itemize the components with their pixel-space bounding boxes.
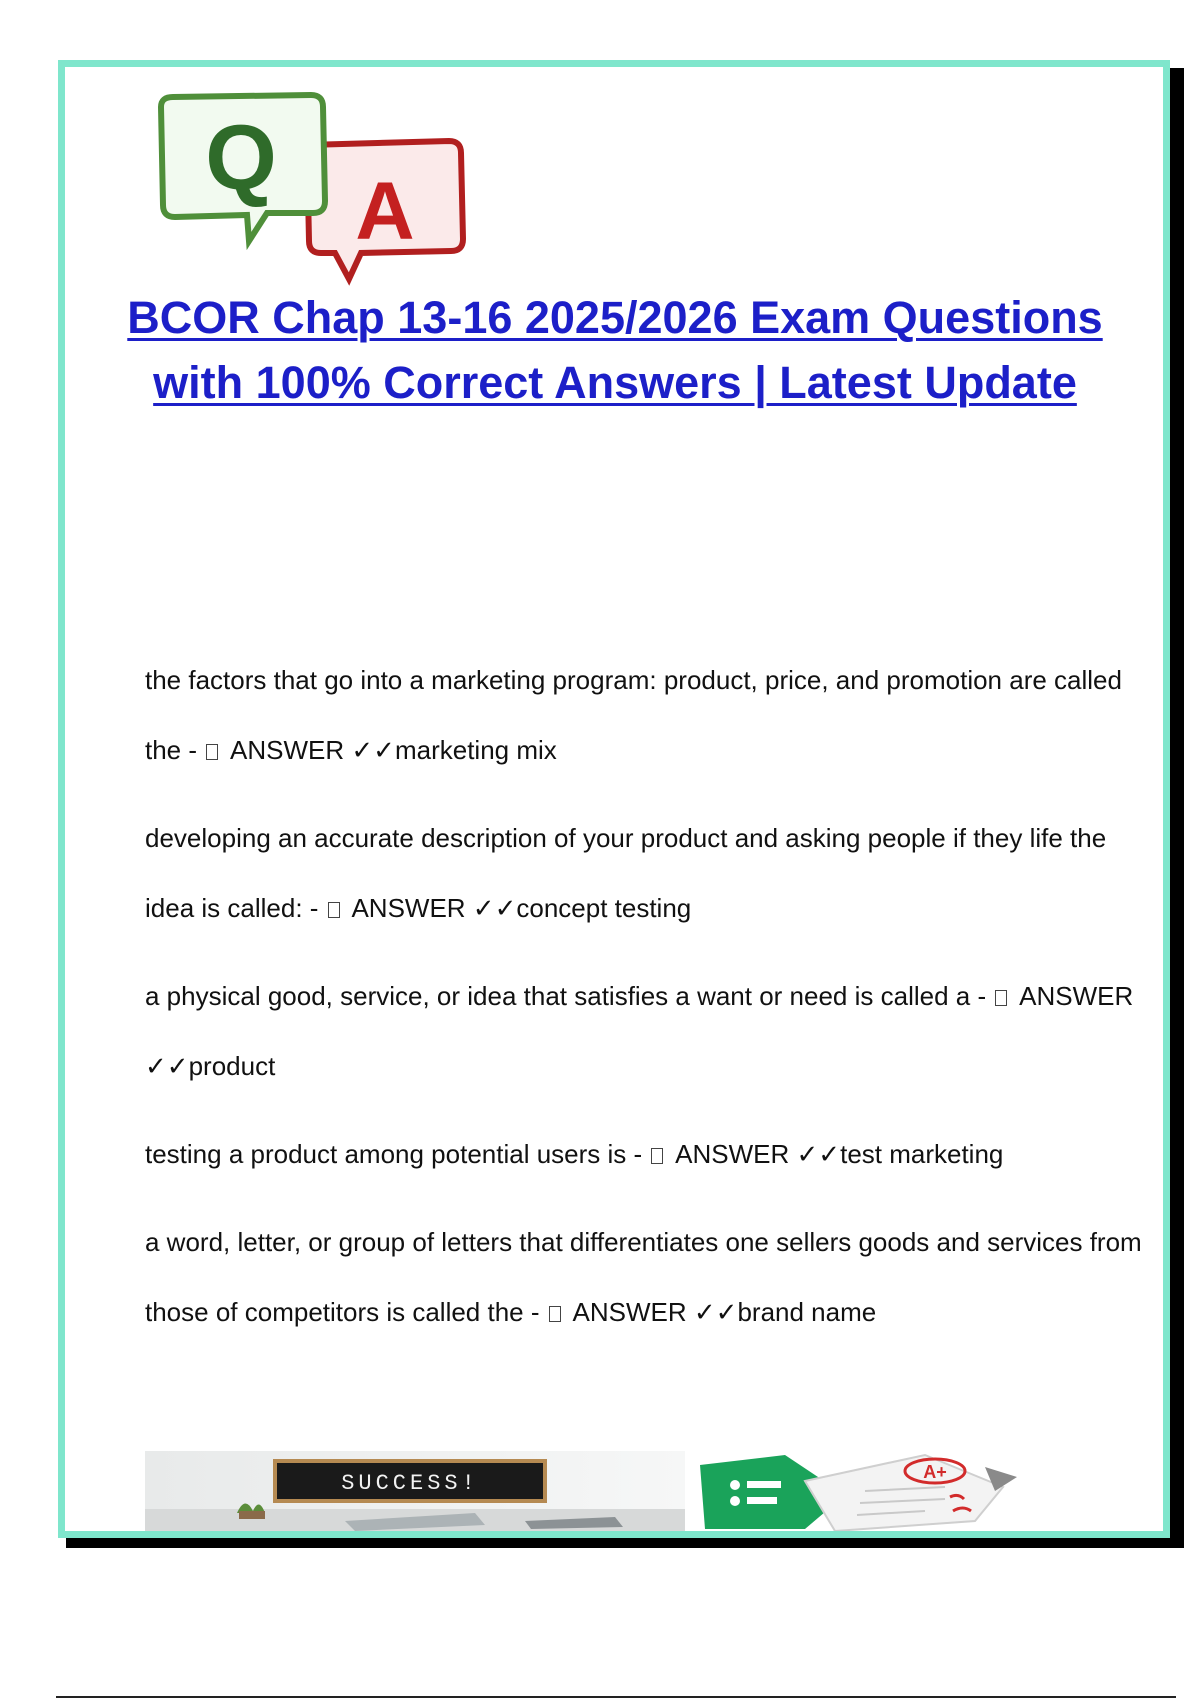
answer-prefix: ANSWER ✓✓	[345, 893, 517, 923]
answer-text: concept testing	[516, 893, 692, 923]
qa-item	[145, 803, 1145, 943]
answer-prefix: ANSWER ✓✓	[669, 1139, 841, 1169]
answer-bubble-icon	[307, 141, 463, 279]
footer-banner-image	[145, 1451, 1075, 1531]
graded-test-icon	[700, 1455, 1017, 1531]
answer-prefix: ANSWER ✓✓	[566, 1297, 738, 1327]
question-text: a physical good, service, or idea that satisfies a want or need is called a -	[145, 981, 994, 1011]
page-footer-rule	[56, 1696, 1176, 1698]
qa-item	[145, 645, 1145, 785]
qa-item	[145, 1119, 1145, 1189]
answer-prefix: ANSWER ✓✓	[224, 735, 395, 765]
answer-text: brand name	[737, 1297, 877, 1327]
answer-text: test marketing	[840, 1139, 1004, 1169]
qa-item	[145, 1207, 1145, 1347]
grade-badge-text: A+	[923, 1462, 947, 1482]
logo-letter-q: Q	[205, 107, 277, 209]
missing-glyph-icon	[328, 902, 340, 918]
answer-prefix: ANSWER ✓✓	[145, 981, 1134, 1081]
missing-glyph-icon	[206, 744, 218, 760]
missing-glyph-icon	[995, 990, 1007, 1006]
success-sign-text: SUCCESS!	[341, 1471, 479, 1496]
logo-letter-a: A	[355, 166, 415, 257]
qa-item	[145, 961, 1145, 1101]
success-photo	[145, 1451, 685, 1531]
missing-glyph-icon	[549, 1306, 561, 1322]
document-title: BCOR Chap 13-16 2025/2026 Exam Questions with 100% Correct Answers | Latest Update	[127, 292, 1103, 408]
question-bubble-icon	[161, 95, 325, 241]
document-page	[58, 60, 1170, 1538]
question-text: the factors that go into a marketing program: product, price, and promotion are called the -	[145, 665, 1122, 765]
qa-logo	[149, 89, 479, 289]
question-text: testing a product among potential users is -	[145, 1139, 650, 1169]
answer-text: product	[188, 1051, 276, 1081]
qa-list	[145, 645, 1145, 1365]
question-text: a word, letter, or group of letters that differentiates one sellers goods and services from those of competitors is called the -	[145, 1227, 1142, 1327]
answer-text: marketing mix	[394, 735, 557, 765]
question-text: developing an accurate description of your product and asking people if they life the idea is called: -	[145, 823, 1107, 923]
missing-glyph-icon	[651, 1148, 663, 1164]
